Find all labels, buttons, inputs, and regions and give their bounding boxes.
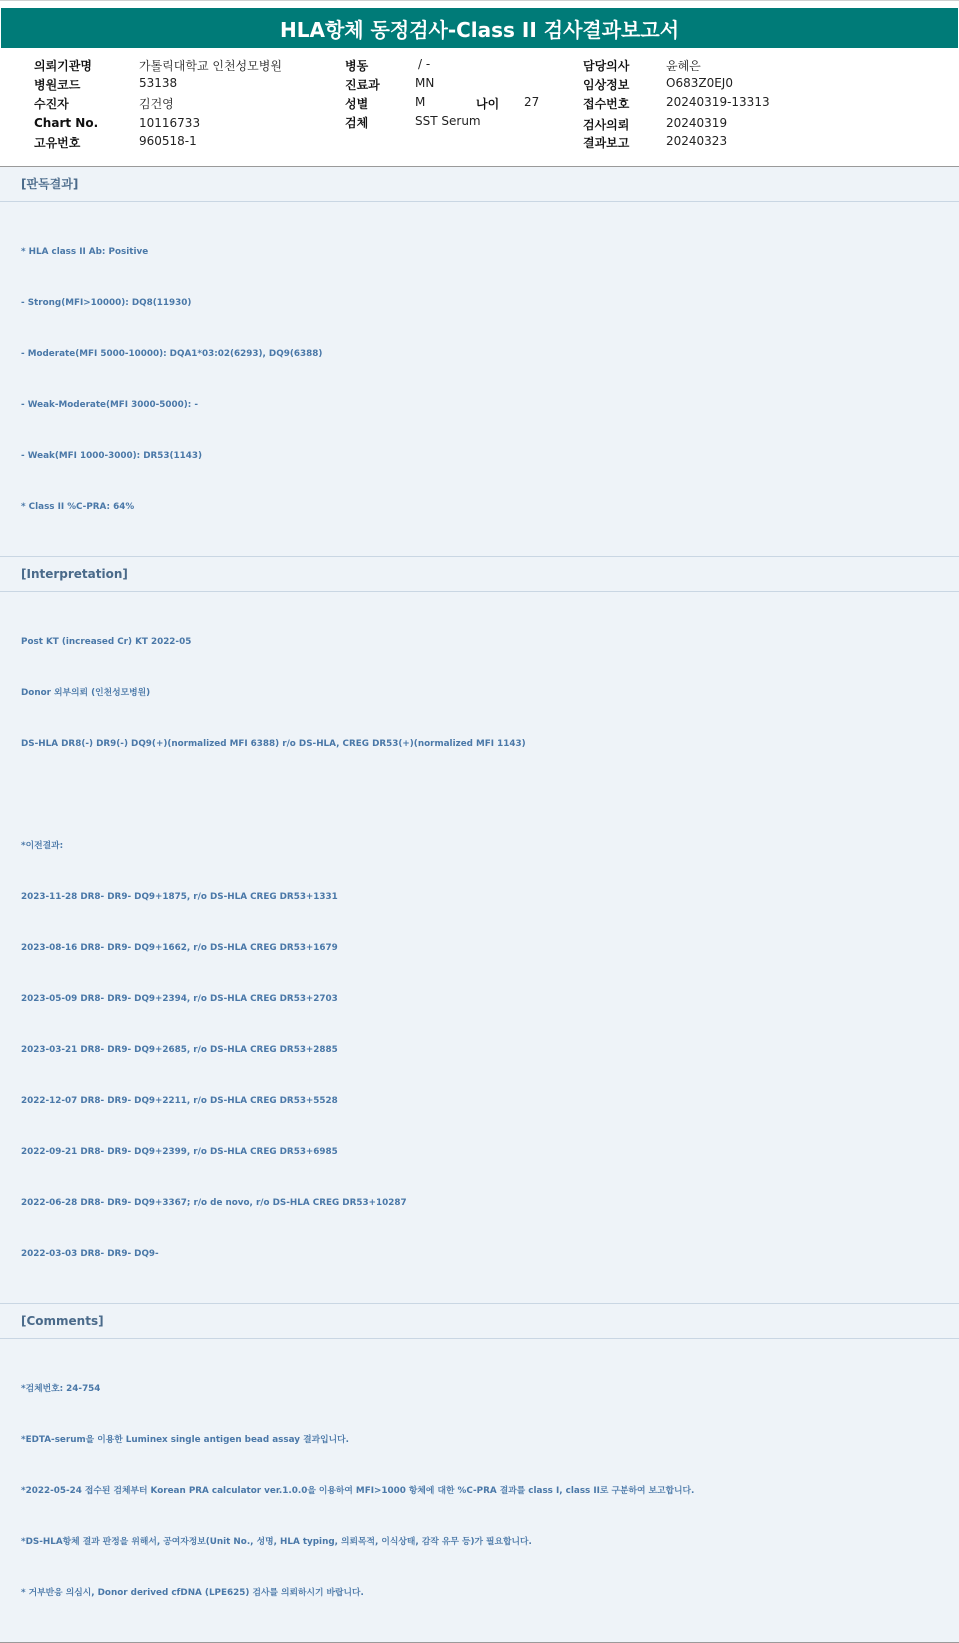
comment-line: *EDTA-serum을 이용한 Luminex single antigen bead assay 결과입니다. <box>21 1435 349 1445</box>
ward-label: 병동 <box>345 59 369 73</box>
interpretation-line: 2023-08-16 DR8- DR9- DQ9+1662, r/o DS-HLA CREG DR53+1679 <box>21 943 338 953</box>
section-body-interpretation <box>0 592 959 1304</box>
patient-label: 수진자 <box>34 97 69 111</box>
unique-no-value: 960518-1 <box>139 134 197 148</box>
sex-label: 성별 <box>345 97 369 111</box>
chart-no-label: Chart No. <box>34 116 99 130</box>
result-line: * Class II %C-PRA: 64% <box>21 502 135 512</box>
comment-line: *2022-05-24 접수된 검체부터 Korean PRA calculator ver.1.0.0을 이용하여 MFI>1000 항체에 대한 %C-PRA 결과를 class I, class II로 구분하여 보고합니다. <box>21 1486 695 1496</box>
result-line: * HLA class II Ab: Positive <box>21 247 149 257</box>
chart-no-value: 10116733 <box>139 116 201 130</box>
clinical-info-label: 임상정보 <box>583 78 630 92</box>
top-border <box>0 0 959 6</box>
specimen-label: 검체 <box>345 116 369 130</box>
unique-no-label: 고유번호 <box>34 136 81 150</box>
interpretation-line: *이전결과: <box>21 841 64 851</box>
age-value: 27 <box>524 95 540 109</box>
result-line: - Strong(MFI>10000): DQ8(11930) <box>21 298 192 308</box>
interpretation-line <box>21 787 938 804</box>
hospital-code-value: 53138 <box>139 76 178 90</box>
ward-value: / - <box>418 57 431 71</box>
receipt-no-value: 20240319-13313 <box>666 95 770 109</box>
report-title: HLA항체 동정검사-Class II 검사결과보고서 <box>1 8 958 48</box>
institution-value: 가톨릭대학교 인천성모병원 <box>139 59 282 73</box>
report-body <box>0 167 959 1643</box>
clinical-info-value: O683Z0EJ0 <box>666 76 733 90</box>
interpretation-line: 2022-03-03 DR8- DR9- DQ9- <box>21 1249 159 1259</box>
comment-line: *DS-HLA항체 결과 판정을 위해서, 공여자정보(Unit No., 성명, HLA typing, 의뢰목적, 이식상태, 감작 유무 등)가 필요합니다. <box>21 1537 532 1547</box>
interpretation-line: 2022-06-28 DR8- DR9- DQ9+3367; r/o de novo, r/o DS-HLA CREG DR53+10287 <box>21 1198 407 1208</box>
report-date-value: 20240323 <box>666 134 728 148</box>
request-date-value: 20240319 <box>666 116 728 130</box>
section-heading-interpretation: [Interpretation] <box>0 557 959 592</box>
hospital-code-label: 병원코드 <box>34 78 81 92</box>
result-line: - Weak(MFI 1000-3000): DR53(1143) <box>21 451 203 461</box>
interpretation-line: 2023-11-28 DR8- DR9- DQ9+1875, r/o DS-HLA CREG DR53+1331 <box>21 892 338 902</box>
interpretation-line: Post KT (increased Cr) KT 2022-05 <box>21 637 192 647</box>
comment-line: * 거부반응 의심시, Donor derived cfDNA (LPE625) 검사를 의뢰하시기 바랍니다. <box>21 1588 364 1598</box>
result-line: - Weak-Moderate(MFI 3000-5000): - <box>21 400 199 410</box>
sex-value: M <box>415 95 426 109</box>
specimen-value: SST Serum <box>415 114 481 128</box>
age-label: 나이 <box>476 97 500 111</box>
doctor-label: 담당의사 <box>583 59 630 73</box>
section-heading-result: [판독결과] <box>0 167 959 202</box>
comment-line: *검체번호: 24-754 <box>21 1384 101 1394</box>
interpretation-line: 2023-03-21 DR8- DR9- DQ9+2685, r/o DS-HLA CREG DR53+2885 <box>21 1045 338 1055</box>
section-heading-comments: [Comments] <box>0 1304 959 1339</box>
doctor-value: 윤혜은 <box>666 59 701 73</box>
dept-label: 진료과 <box>345 78 380 92</box>
receipt-no-label: 접수번호 <box>583 97 630 111</box>
dept-value: MN <box>415 76 435 90</box>
patient-value: 김건영 <box>139 97 174 111</box>
section-body-comments <box>0 1339 959 1642</box>
interpretation-line: Donor 외부의뢰 (인천성모병원) <box>21 688 151 698</box>
institution-label: 의뢰기관명 <box>34 59 92 73</box>
interpretation-line: 2023-05-09 DR8- DR9- DQ9+2394, r/o DS-HLA CREG DR53+2703 <box>21 994 338 1004</box>
report-date-label: 결과보고 <box>583 136 630 150</box>
section-body-result <box>0 202 959 557</box>
interpretation-line: 2022-12-07 DR8- DR9- DQ9+2211, r/o DS-HLA CREG DR53+5528 <box>21 1096 338 1106</box>
patient-info <box>0 48 959 167</box>
request-date-label: 검사의뢰 <box>583 118 630 132</box>
result-line: - Moderate(MFI 5000-10000): DQA1*03:02(6293), DQ9(6388) <box>21 349 323 359</box>
interpretation-line: DS-HLA DR8(-) DR9(-) DQ9(+)(normalized MFI 6388) r/o DS-HLA, CREG DR53(+)(normalized MFI 1143) <box>21 739 526 749</box>
interpretation-line: 2022-09-21 DR8- DR9- DQ9+2399, r/o DS-HLA CREG DR53+6985 <box>21 1147 338 1157</box>
